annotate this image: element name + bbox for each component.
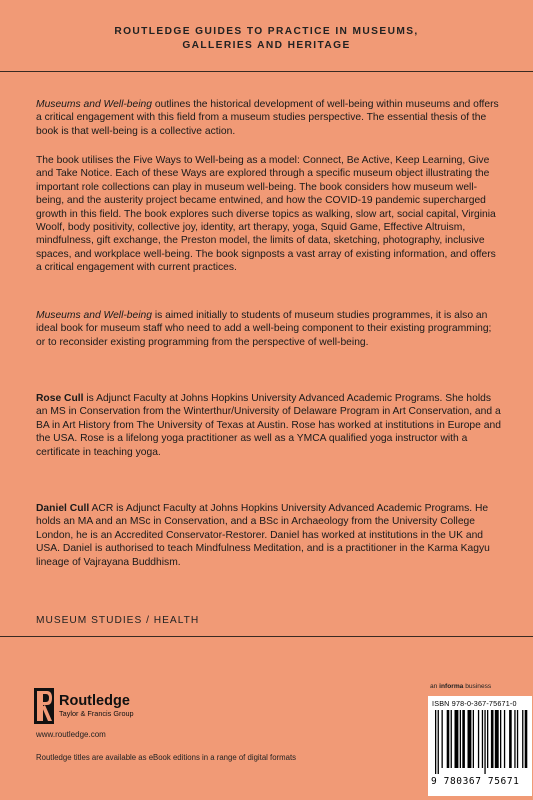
series-title-line-1: ROUTLEDGE GUIDES TO PRACTICE IN MUSEUMS, [114,25,419,37]
author-bio-1 [36,392,501,459]
barcode-bar [487,710,488,768]
barcode-bar [462,710,465,768]
barcode-bar [491,710,494,768]
barcode-bar [435,710,436,774]
barcode-bar [484,710,485,774]
barcode-bar [514,710,515,768]
author-name: Daniel Cull [36,503,90,514]
barcode-bar [525,710,528,768]
informa-brand: informa [439,683,464,690]
book-title-italic: Museums and Well-being [36,310,152,321]
barcode-bar [442,710,443,768]
barcode-bar [451,710,452,768]
barcode-bar [500,710,501,768]
blurb-paragraph-2: The book utilises the Five Ways to Well-being as a model: Connect, Be Active, Keep Learning, Give and Take Notice. Each of these Ways are explored through a specific museum object illustrating the important role collections can play in museum well-being. The book considers how museum well-being, and the austerity project became entwined, and how the COVID-19 pandemic supercharged growth in this field. The book explores such diverse topics as walking, slow art, social capital, Virginia Woolf, body positivity, collective joy, identity, art therapy, yoga, Squid Game, Effective Altruism, mindfulness, gift exchange, the Preston model, the limits of data, sketching, photography, inclusive spaces, and workplace well-being. The book signposts a vast array of existing information, and offers a critical engagement with current practices. [36,155,496,274]
barcode-bar [438,710,439,774]
barcode-panel [428,696,532,796]
series-title-line-2: GALLERIES AND HERITAGE [182,39,351,51]
informa-business-label: an informa business [430,683,492,690]
barcode-bar [468,710,472,768]
barcode-bar [504,710,505,768]
barcode-bar [447,710,450,768]
author-bio-2 [36,502,501,569]
author-bio-text: ACR is Adjunct Faculty at Johns Hopkins University Advanced Academic Programs. He holds an MA and an MSc in Conservation, and a BSc in Archaeology from the University College London, he is an Accredited Conservator-Restorer. Daniel has worked at institutions in the UK and USA. Daniel is authorised to teach Mindfulness Meditation, and is a practitioner in the Karma Kagyu lineage of Vajrayana Buddhism. [36,503,490,568]
blurb-text: is aimed initially to students of museum studies programmes, it is also an ideal book for museum staff who need to add a well-being component to their existing programming; or to reconsider existing programming from the perspective of well-being. [36,310,492,348]
barcode-bar [509,710,512,768]
publisher-group: Taylor & Francis Group [59,708,134,718]
barcode-bar [455,710,459,768]
barcode-digits: 9 780367 75671 [431,776,520,787]
publisher-logo [34,688,134,724]
blurb-text: outlines the historical development of well-being within museums and offers a critical engagement with this field from a museum studies perspective. The essential thesis of the book is that well-being is a collective action. [36,99,499,137]
blurb-paragraph-1 [36,98,501,138]
barcode-bar [478,710,479,768]
footer-divider [0,636,533,637]
subject-category: MUSEUM STUDIES / HEALTH [36,615,200,626]
book-title-italic: Museums and Well-being [36,99,152,110]
barcode-bar [517,710,518,768]
barcode-bar [522,710,523,768]
blurb-paragraph-3 [36,309,501,349]
barcode-bar [482,710,483,768]
ebook-note: Routledge titles are available as eBook editions in a range of digital formats [36,753,297,762]
barcode-bar [473,710,474,768]
barcode-bar [495,710,499,768]
routledge-r-icon [34,688,54,724]
barcode-bar [460,710,461,768]
isbn-label: ISBN 978-0-367-75671-0 [432,699,517,708]
publisher-name: Routledge [59,692,130,709]
series-header [0,0,533,72]
author-name: Rose Cull [36,393,84,404]
author-bio-text: is Adjunct Faculty at Johns Hopkins University Advanced Academic Programs. She holds an MS in Conservation from the Winterthur/University of Delaware Program in Art Conservation, and a BA in Art History from The University of Texas at Austin. Rose has worked at institutions in Europe and the USA. Rose is a lifelong yoga practitioner as well as a YMCA qualified yoga instructor with a certificate in teaching yoga. [36,393,501,458]
barcode-graphic [431,710,529,774]
publisher-website: www.routledge.com [36,730,106,739]
